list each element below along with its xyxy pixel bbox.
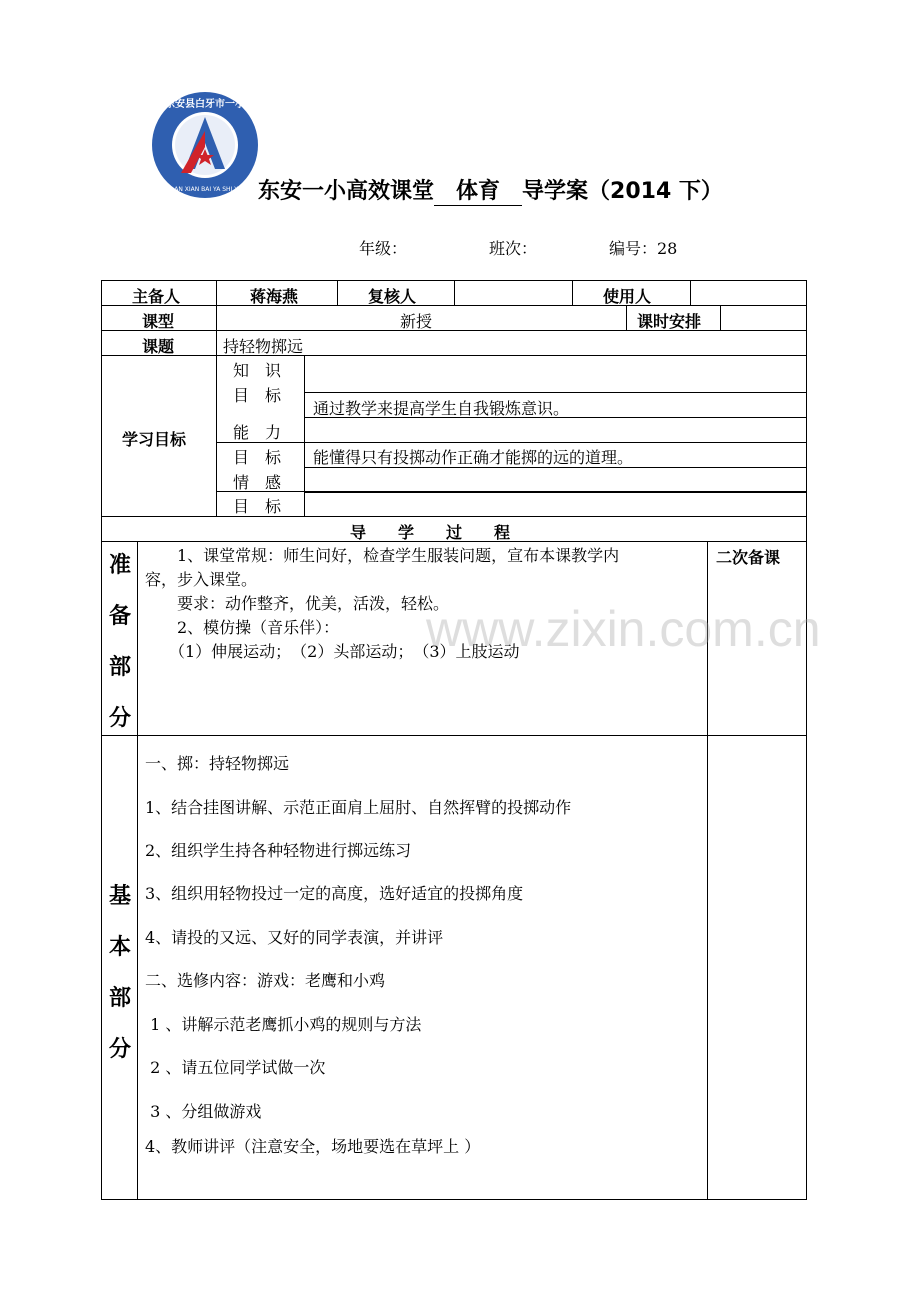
basic-line: 3 、分组做游戏 xyxy=(145,1102,262,1121)
logo-ring-text: 东安县白牙市一小 xyxy=(165,99,245,110)
reviewer-label: 复核人 xyxy=(368,287,417,306)
knowledge-goal-text: 通过教学来提高学生自我锻炼意识。 xyxy=(313,399,570,418)
basic-section-label: 基 本 部 分 xyxy=(108,884,131,1062)
user-label: 使用人 xyxy=(603,287,652,306)
prep-line: 要求：动作整齐，优美，活泼，轻松。 xyxy=(145,594,450,613)
basic-line: 1 、讲解示范老鹰抓小鸡的规则与方法 xyxy=(145,1015,422,1034)
watermark: www.zixin.com.cn xyxy=(426,601,821,657)
ability-goal-text: 能懂得只有投掷动作正确才能掷的远的道理。 xyxy=(313,448,634,467)
title-subject: 体育 xyxy=(434,179,522,206)
type-label: 课型 xyxy=(142,312,175,331)
ability-goal-label-2: 目 标 xyxy=(233,448,282,467)
school-logo xyxy=(151,91,259,199)
title-suffix: 导学案（2014 下） xyxy=(522,179,723,204)
topic-value: 持轻物掷远 xyxy=(223,337,304,356)
basic-line: 二、选修内容：游戏：老鹰和小鸡 xyxy=(145,971,386,990)
basic-line: 1、结合挂图讲解、示范正面肩上屈肘、自然挥臂的投掷动作 xyxy=(145,798,572,817)
preparer-label: 主备人 xyxy=(132,287,181,306)
emotion-goal-label-1: 情 感 xyxy=(233,473,282,492)
prep-line: （1）伸展运动； （2）头部运动； （3）上肢运动 xyxy=(145,642,520,661)
schedule-label: 课时安排 xyxy=(637,312,702,331)
ability-goal-label-1: 能 力 xyxy=(233,423,282,442)
grade-label: 年级： xyxy=(359,239,408,258)
logo-ring-text-bottom: DONG AN XIAN BAI YA SHI YI XIAO xyxy=(153,186,257,193)
prep-line: 容，步入课堂。 xyxy=(145,570,258,589)
knowledge-goal-label-1: 知 识 xyxy=(233,361,282,380)
class-label: 班次： xyxy=(489,239,538,258)
prep-line: 1、课堂常规：师生问好，检查学生服装问题，宣布本课教学内 xyxy=(145,546,620,565)
prep-section-label: 准 备 部 分 xyxy=(108,553,131,731)
process-heading: 导 学 过 程 xyxy=(350,523,511,542)
basic-line: 4、请投的又远、又好的同学表演，并讲评 xyxy=(145,928,444,947)
basic-line: 2、组织学生持各种轻物进行掷远练习 xyxy=(145,841,412,860)
page-title xyxy=(258,174,723,206)
knowledge-goal-label-2: 目 标 xyxy=(233,386,282,405)
topic-label: 课题 xyxy=(142,337,175,356)
basic-line: 4、教师讲评（注意安全，场地要选在草坪上 ） xyxy=(145,1137,481,1156)
prep-line: 2、模仿操（音乐伴）： xyxy=(145,618,340,637)
type-value: 新授 xyxy=(400,312,433,331)
basic-line: 2 、请五位同学试做一次 xyxy=(145,1058,326,1077)
basic-line: 3、组织用轻物投过一定的高度，选好适宜的投掷角度 xyxy=(145,884,524,903)
preparer-value: 蒋海燕 xyxy=(250,287,299,306)
goals-label: 学习目标 xyxy=(122,430,187,449)
number-label: 编号：28 xyxy=(609,239,678,258)
secondary-prep-label: 二次备课 xyxy=(716,548,781,567)
basic-line: 一、掷：持轻物掷远 xyxy=(145,754,290,773)
emotion-goal-label-2: 目 标 xyxy=(233,497,282,516)
title-prefix: 东安一小高效课堂 xyxy=(258,179,435,204)
